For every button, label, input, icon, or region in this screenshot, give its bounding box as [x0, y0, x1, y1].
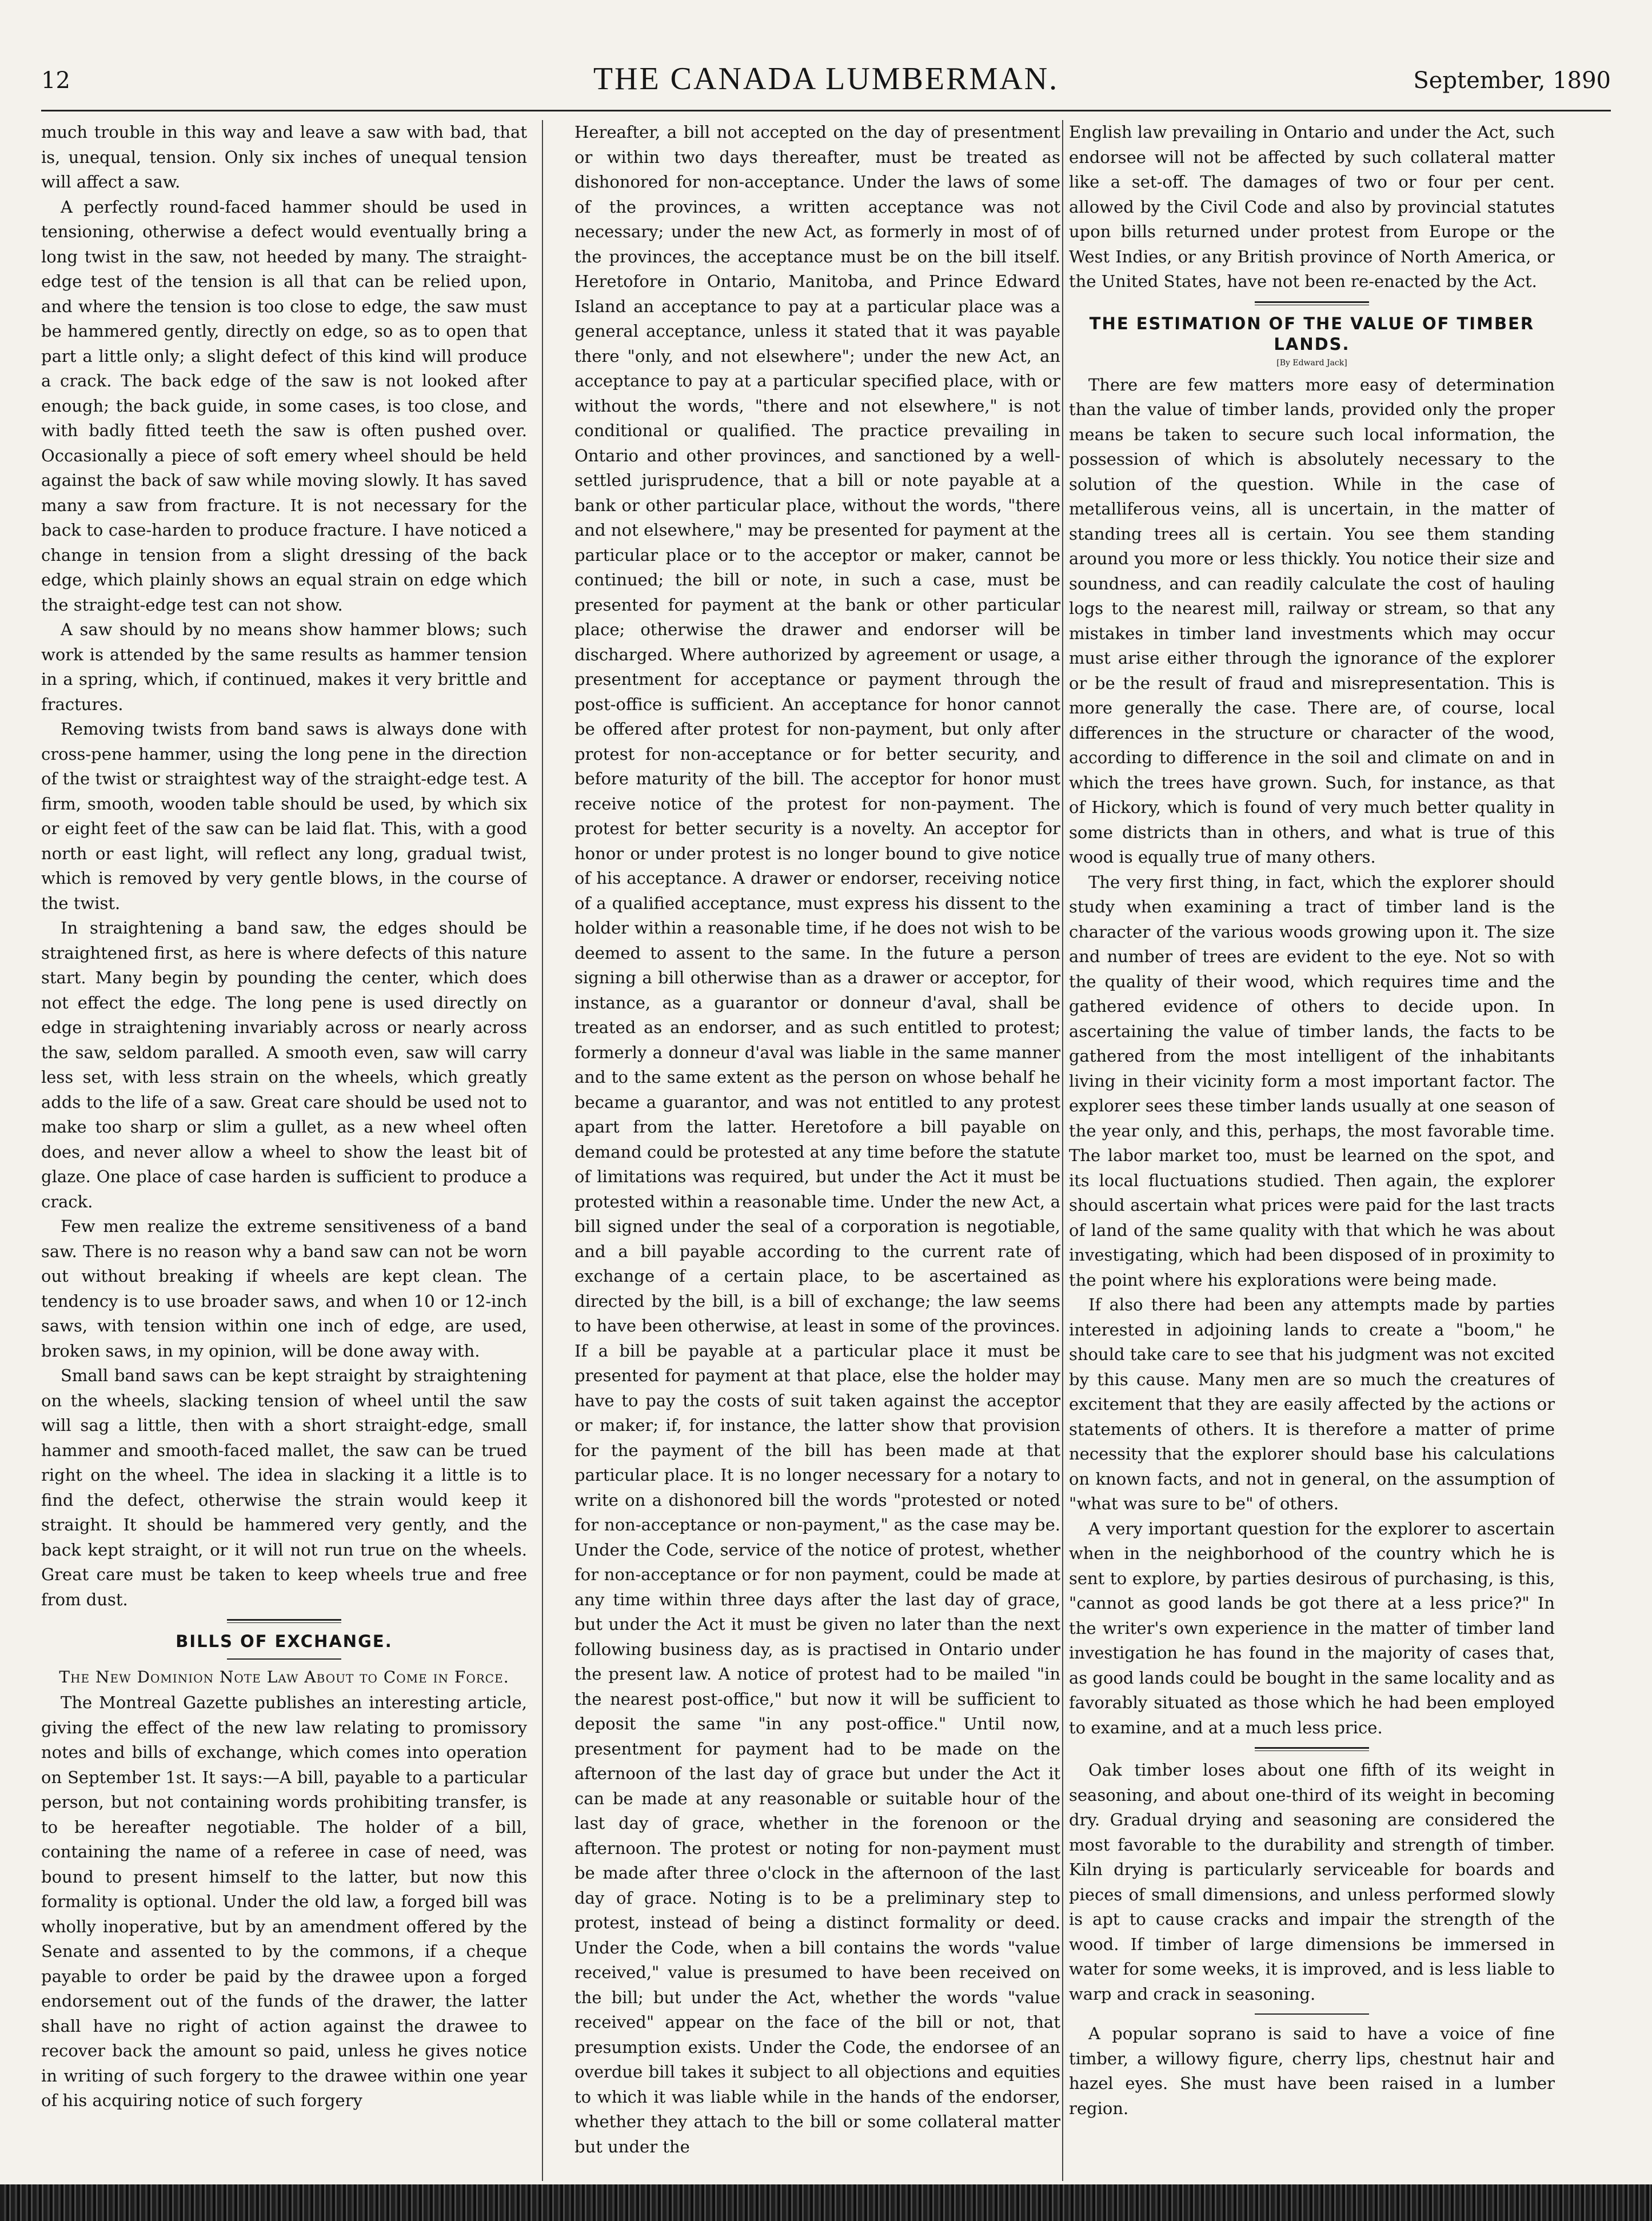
paragraph: Removing twists from band saws is always done with cross-pene hammer, using the long pene in the direction of the twist or straightest way of the straight-edge test. A firm, smooth, wooden table should be used, by which six or eight feet of the saw can be laid flat. This, with a good north or east light, will reflect any long, gradual twist, which is removed by very gentle blows, in the course of the twist.	[41, 719, 527, 913]
paragraph: Few men realize the extreme sensitiveness of a band saw. There is no reason why a band saw can not be worn out without breaking if wheels are kept clean. The tendency is to use broader saws, and when 10 or 12-inch saws, with tension within one inch of edge, are used, broken saws, in my opinion, will be done away with.	[41, 1217, 527, 1361]
section-divider	[1255, 2013, 1369, 2015]
paragraph: In straightening a band saw, the edges should be straightened first, as here is where defects of this nature start. Many begin by pounding the center, which does not effect the edge. The long pene is used directly on edge in straightening invariably across or nearly across the saw, seldom paralled. A smooth even, saw will carry less set, with less strain on the wheels, which greatly adds to the life of a saw. Great care should be used not to make too sharp or slim a gullet, as a new wheel often does, and never allow a wheel to show the least bit of glaze. One place of case harden is sufficient to produce a crack.	[41, 918, 527, 1211]
paragraph: There are few matters more easy of determination than the value of timber lands, provided only the proper means be taken to secure such local information, the possession of which is absolutely necessary to the solution of the question. While in the case of metalliferous veins, all is uncertain, in the matter of standing trees all is certain. You see them standing around you more or less thickly. You notice their size and soundness, and can readily calculate the cost of hauling logs to the nearest mill, railway or stream, so that any mistakes in timber land investments which may occur must arise either through the ignorance of the explorer or be the result of fraud and misrepresentation. This is more generally the case. There are, of course, local differences in the structure or character of the wood, according to difference in the soil and climate on and in which the trees have grown. Such, for instance, as that of Hickory, which is found of very much better quality in some districts than in others, and what is true of this wood is equally true of many others.	[1069, 374, 1555, 867]
section-divider	[1255, 1747, 1369, 1751]
section-divider	[1255, 301, 1369, 305]
paragraph: English law prevailing in Ontario and under the Act, such endorsee will not be affected by such collateral matter like a set-off. The damages of two or four per cent. allowed by the Civil Code and also by provincial statutes upon bills returned under protest from Europe or the West Indies, or any British province of North America, or the United States, have not been re-enacted by the Act.	[1069, 122, 1555, 291]
paragraph: Hereafter, a bill not accepted on the day of presentment or within two days thereafter, must be treated as dishonored for non-acceptance. Under the laws of some of the provinces, a written acceptance was not necessary; under the new Act, as formerly in most of of the provinces, the acceptance must be on the bill itself. Heretofore in Ontario, Manitoba, and Prince Edward Island an acceptance to pay at a particular place was a general acceptance, unless it stated that it was payable there "only, and not elsewhere"; under the new Act, an acceptance to pay at a particular specified place, with or without the words, "there and not elsewhere," is not conditional or qualified. The practice prevailing in Ontario and other provinces, and sanctioned by a well-settled jurisprudence, that a bill or note payable at a bank or other particular place, without the words, "there and not elsewhere," may be presented for payment at the particular place or to the acceptor or maker, cannot be continued; the bill or note, in such a case, must be presented for payment at the bank or other particular place; otherwise the drawer and endorser will be discharged. Where authorized by agreement or usage, a presentment for acceptance or payment through the post-office is sufficient. An acceptance for honor cannot be offered after protest for non-payment, but only after protest for non-acceptance or for better security, and before maturity of the bill. The acceptor for honor must receive notice of the protest for non-payment. The protest for better security is a novelty. An acceptor for honor or under protest is no longer bound to give notice of his acceptance. A drawer or endorser, receiving notice of a qualified acceptance, must express his dissent to the holder within a reasonable time, if he does not wish to be deemed to assent to the same. In the future a person signing a bill otherwise than as a drawer or acceptor, for instance, as a guarantor or donneur d'aval, shall be treated as an endorser, and as such entitled to protest; formerly a donneur d'aval was liable in the same manner and to the same extent as the person on whose behalf he became a guarantor, and was not entitled to any protest apart from the latter. Heretofore a bill payable on demand could be protested at any time before the statute of limitations was required, but under the Act it must be protested within a reasonable time. Under the new Act, a bill signed under the seal of a corporation is negotiable, and a bill payable according to the current rate of exchange of a certain place, to be ascertained as directed by the bill, is a bill of exchange; the law seems to have been otherwise, at least in some of the provinces. If a bill be payable at a particular place it must be presented for payment at that place, else the holder may have to pay the costs of suit taken against the acceptor or maker; if, for instance, the latter show that provision for the payment of the bill has been made at that particular place. It is no longer necessary for a notary to write on a dishonored bill the words "protested or noted for non-acceptance or non-payment," as the case may be. Under the Code, service of the notice of protest, whether for non-acceptance or for non payment, could be made at any time within three days after the last day of grace, but under the Act it must be given no later than the next following business day, as is practised in Ontario under the present law. A notice of protest had to be mailed "in the nearest post-office," but now it will be sufficient to deposit the same "in any post-office." Until now, presentment for payment had to be made on the afternoon of the last day of grace but under the Act it can be made at any reasonable or suitable hour of the last day of grace, whether in the forenoon or the afternoon. The protest or noting for non-payment must be made after three o'clock in the afternoon of the last day of grace. Noting is to be a preliminary step to protest, instead of being a distinct formality or deed. Under the Code, when a bill contains the words "value received," value is presumed to have been received on the bill; but under the Act, whether the words "value received" appear on the face of the bill or not, that presumption exists. Under the Code, the endorsee of an overdue bill takes it subject to all objections and equities to which it was liable while in the hands of the endorser, whether they attach to the bill or some collateral matter but under the	[574, 122, 1060, 2156]
column-2	[574, 120, 1060, 2181]
paragraph: If also there had been any attempts made by parties interested in adjoining lands to create a "boom," he should take care to see that his judgment was not excited by this cause. Many men are so much the creatures of excitement that they are easily affected by the actions or statements of others. It is therefore a matter of prime necessity that the explorer should base his calculations on known facts, and not in general, on the assumption of "what was sure to be" of others.	[1069, 1295, 1555, 1513]
paragraph: much trouble in this way and leave a saw with bad, that is, unequal, tension. Only six inches of unequal tension will affect a saw.	[41, 122, 527, 192]
heading-divider	[227, 1658, 341, 1660]
paragraph: Small band saws can be kept straight by straightening on the wheels, slacking tension of wheel until the saw will sag a little, then with a short straight-edge, small hammer and smooth-faced mallet, the saw can be trued right on the wheel. The idea in slacking it a little is to find the defect, otherwise the strain would keep it straight. It should be hammered very gently, and the back kept straight, or it will not run true on the wheels. Great care must be taken to keep wheels true and free from dust.	[41, 1366, 527, 1609]
paragraph: The very first thing, in fact, which the explorer should study when examining a tract of timber land is the character of the various woods growing upon it. The size and number of trees are evident to the eye. Not so with the quality of their wood, which requires time and the gathered evidence of others to decide upon. In ascertaining the value of timber lands, the facts to be gathered from the most intelligent of the inhabitants living in their vicinity form a most important factor. The explorer sees these timber lands usually at one season of the year only, and this, perhaps, the most favorable time. The labor market too, must be learned on the spot, and its local fluctuations studied. Then again, the explorer should ascertain what prices were paid for the last tracts of land of the same quality with that which he was about investigating, which had been disposed of in proximity to the point where his explorations were being made.	[1069, 872, 1555, 1290]
column-1	[41, 120, 527, 2181]
page-header	[41, 57, 1611, 103]
column-rule	[542, 120, 543, 2181]
section-divider	[227, 1619, 341, 1623]
scan-edge-band	[0, 2184, 1652, 2221]
paragraph: A perfectly round-faced hammer should be used in tensioning, otherwise a defect would eventually bring a long twist in the saw, not heeded by many. The straight-edge test of the tension is all that can be relied upon, and where the tension is too close to edge, the saw must be hammered gently, directly on edge, so as to open that part a little only; a slight defect of this kind will produce a crack. The back edge of the saw is not looked after enough; the back guide, in some cases, is too close, and with badly fitted teeth the saw is often pushed over. Occasionally a piece of soft emery wheel should be held against the back of saw while moving slowly. It has saved many a saw from fracture. It is not necessary for the back to case-harden to produce fracture. I have noticed a change in tension from a slight dressing of the back edge, which plainly shows an equal strain on edge which the straight-edge test can not show.	[41, 197, 527, 615]
paragraph: A saw should by no means show hammer blows; such work is attended by the same results as hammer tension in a spring, which, if continued, makes it very brittle and fractures.	[41, 620, 527, 714]
paragraph: Oak timber loses about one fifth of its weight in seasoning, and about one-third of its weight in becoming dry. Gradual drying and seasoning are considered the most favorable to the durability and strength of timber. Kiln drying is particularly serviceable for boards and pieces of small dimensions, and unless performed slowly is apt to cause cracks and impair the strength of the wood. If timber of large dimensions be immersed in water for some weeks, it is improved, and is less liable to warp and crack in seasoning.	[1069, 1760, 1555, 2004]
paragraph: The Montreal Gazette publishes an interesting article, giving the effect of the new law relating to promissory notes and bills of exchange, which comes into operation on September 1st. It says:—A bill, payable to a particular person, but not containing words prohibiting transfer, is to be hereafter negotiable. The holder of a bill, containing the name of a referee in case of need, was bound to present himself to the latter, but now this formality is optional. Under the old law, a forged bill was wholly inoperative, but by an amendment offered by the Senate and assented to by the commons, if a cheque payable to order be paid by the drawee upon a forged endorsement out of the funds of the drawer, the latter shall have no right of action against the drawee to recover back the amount so paid, unless he gives notice in writing of such forgery to the drawee within one year of his acquiring notice of such forgery	[41, 1693, 527, 2110]
masthead-title: THE CANADA LUMBERMAN.	[593, 61, 1059, 97]
paragraph: A very important question for the explorer to ascertain when in the neighborhood of the country which he is sent to explore, by parties desirous of purchasing, is this, "cannot as good lands be got there at a less price?" In the writer's own experience in the matter of timber land investigation he has found in the majority of cases that, as good lands could be bought in the same locality and as favorably situated as those which he had been employed to examine, and at a much less price.	[1069, 1518, 1555, 1737]
column-rule	[1062, 120, 1063, 2181]
article-byline: [By Edward Jack]	[1276, 358, 1347, 368]
article-subheading: The New Dominion Note Law About to Come in Force.	[59, 1668, 509, 1686]
article-heading-bills-of-exchange: BILLS OF EXCHANGE.	[175, 1632, 393, 1651]
article-heading-timber-lands: THE ESTIMATION OF THE VALUE OF TIMBER LANDS.	[1089, 313, 1535, 354]
page-number: 12	[41, 67, 70, 94]
header-rule	[41, 110, 1611, 111]
column-3	[1069, 120, 1555, 2181]
paragraph: A popular soprano is said to have a voice of fine timber, a willowy figure, cherry lips, chestnut hair and hazel eyes. She must have been raised in a lumber region.	[1069, 2024, 1555, 2118]
issue-date: September, 1890	[1413, 67, 1611, 94]
